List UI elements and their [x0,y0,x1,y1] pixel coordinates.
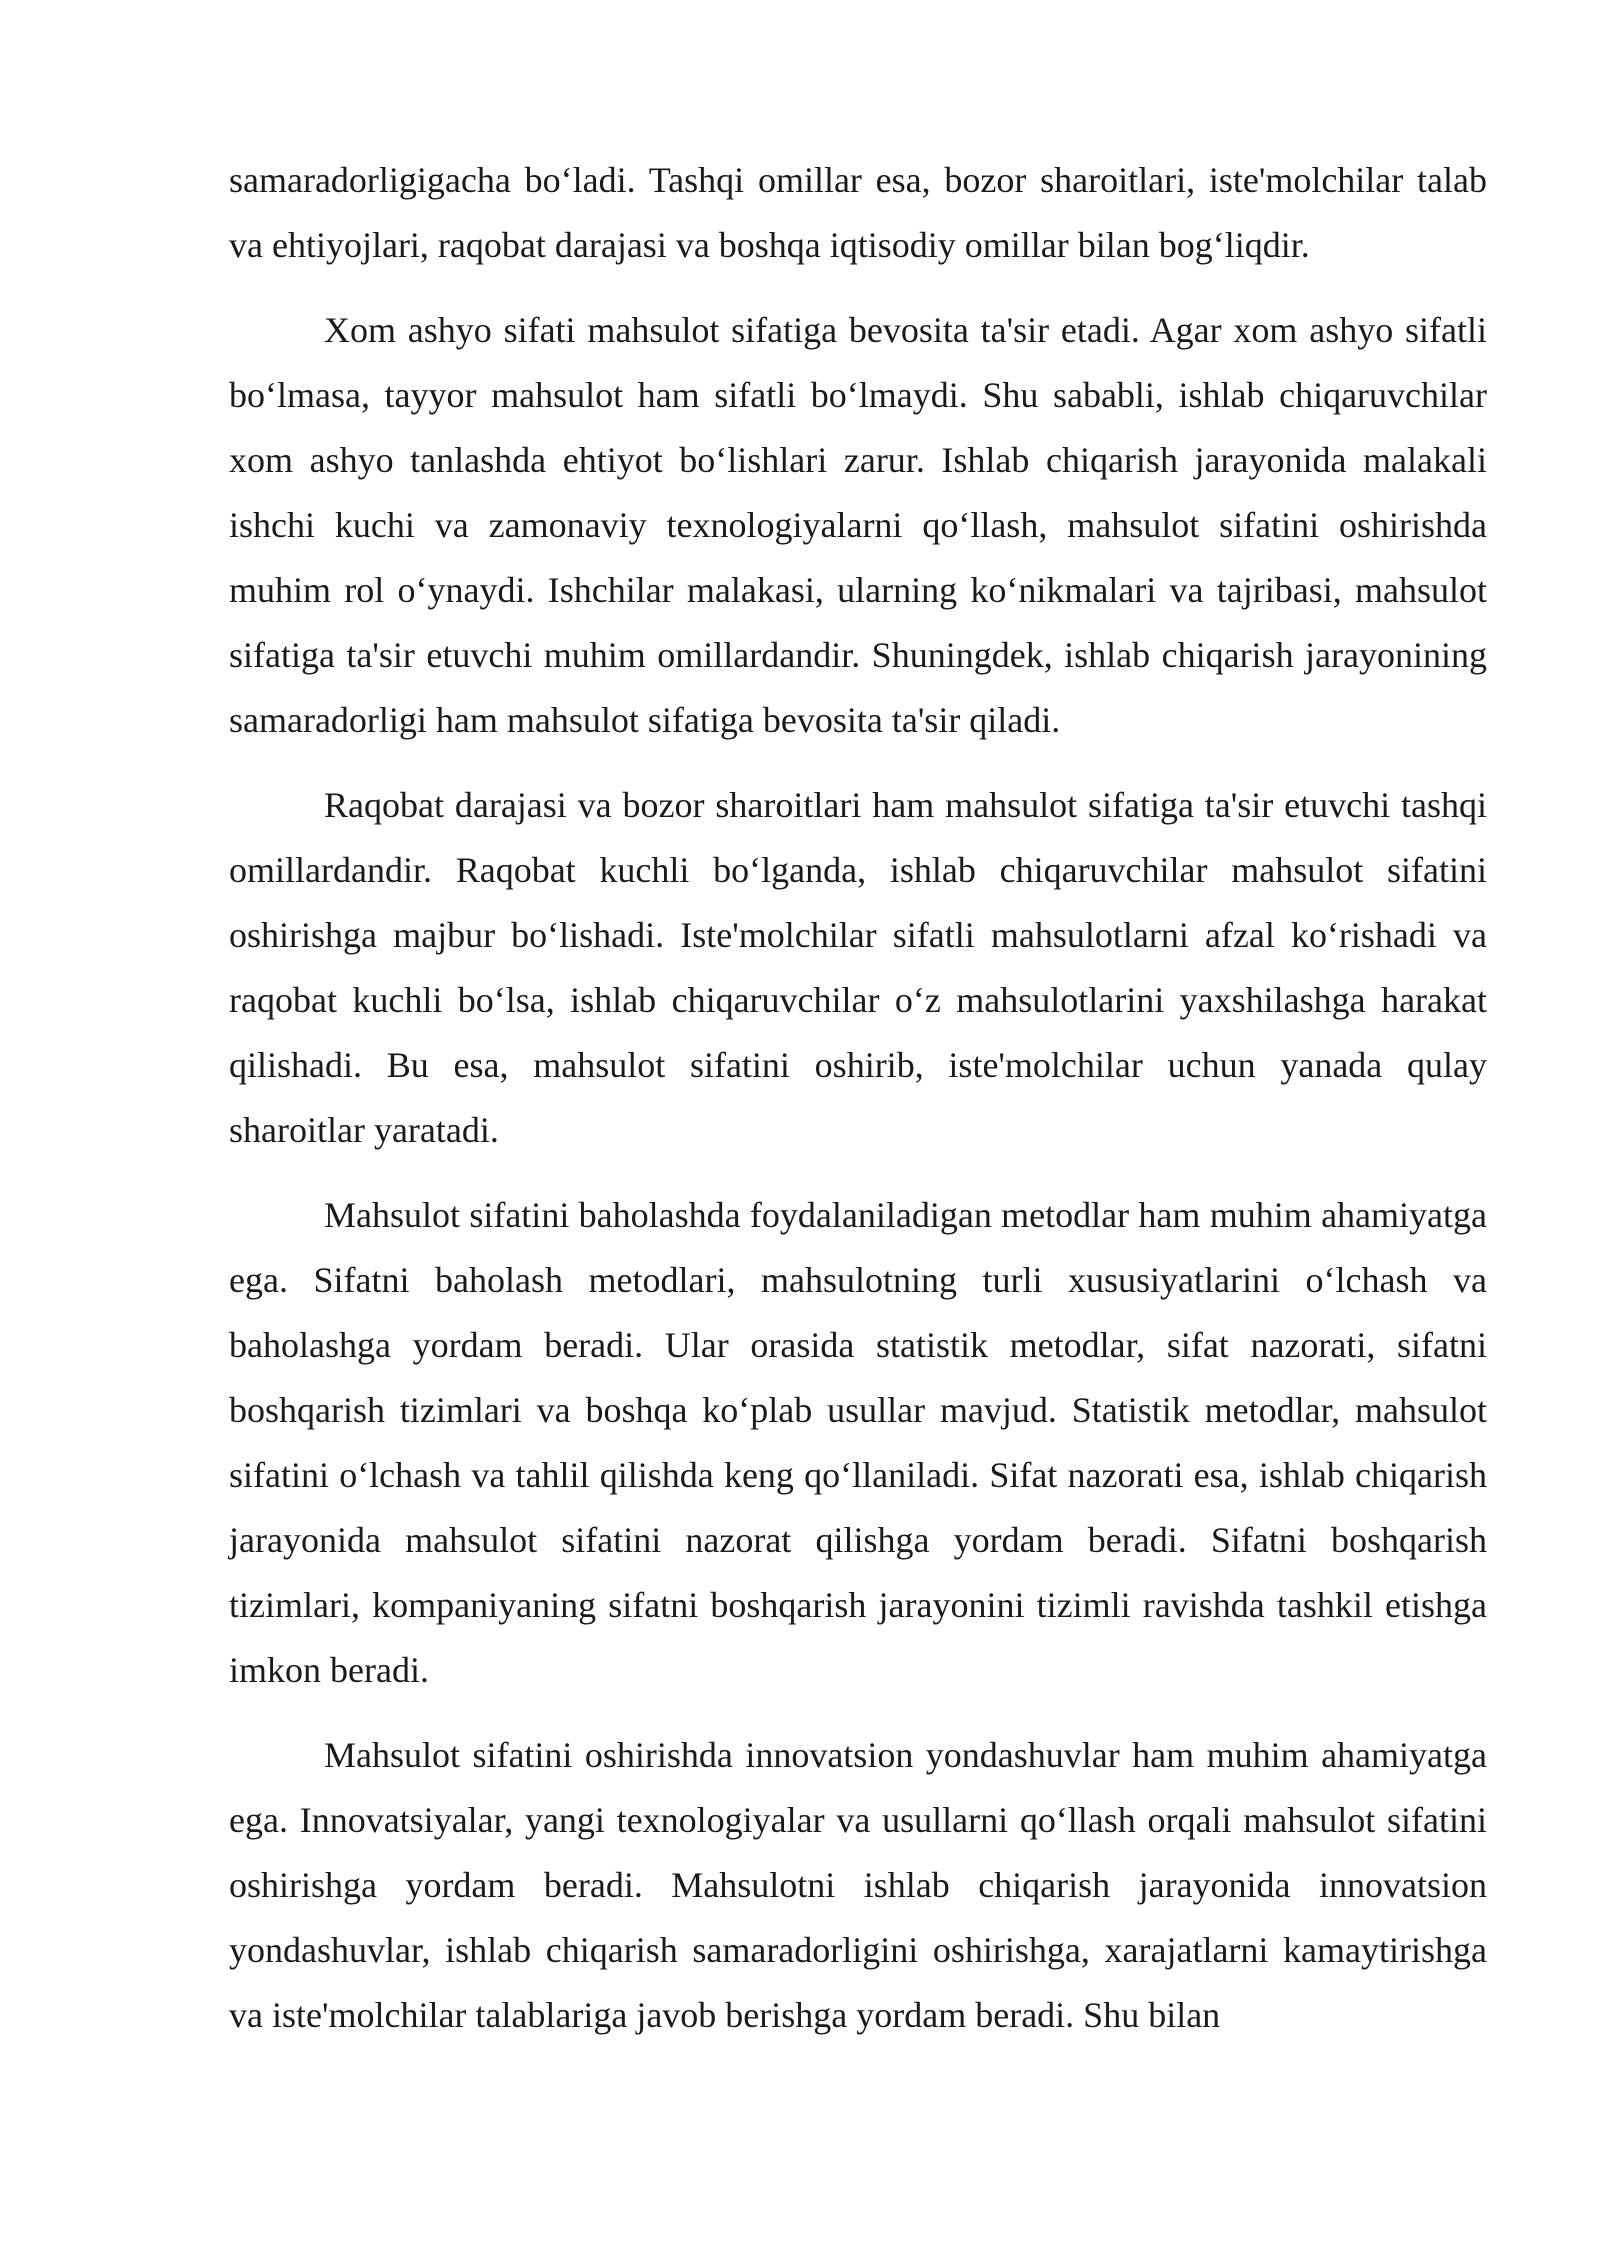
paragraph-raw-material-quality: Xom ashyo sifati mahsulot sifatiga bevosita ta'sir etadi. Agar xom ashyo sifatli bo‘lmasa, tayyor mahsulot ham sifatli bo‘lmaydi. Shu sababli, ishlab chiqaruvchilar xom ashyo tanlashda ehtiyot bo‘lishlari zarur. Ishlab chiqarish jarayonida malakali ishchi kuchi va zamonaviy texnologiyalarni qo‘llash, mahsulot sifatini oshirishda muhim rol o‘ynaydi. Ishchilar malakasi, ularning ko‘nikmalari va tajribasi, mahsulot sifatiga ta'sir etuvchi muhim omillardandir. Shuningdek, ishlab chiqarish jarayonining samaradorligi ham mahsulot sifatiga bevosita ta'sir qiladi. [229,310,1487,740]
paragraph-quality-assessment-methods: Mahsulot sifatini baholashda foydalaniladigan metodlar ham muhim ahamiyatga ega. Sifatni baholash metodlari, mahsulotning turli xususiyatlarini o‘lchash va baholashga yordam beradi. Ular orasida statistik metodlar, sifat nazorati, sifatni boshqarish tizimlari va boshqa ko‘plab usullar mavjud. Statistik metodlar, mahsulot sifatini o‘lchash va tahlil qilishda keng qo‘llaniladi. Sifat nazorati esa, ishlab chiqarish jarayonida mahsulot sifatini nazorat qilishga yordam beradi. Sifatni boshqarish tizimlari, kompaniyaning sifatni boshqarish jarayonini tizimli ravishda tashkil etishga imkon beradi. [229,1195,1487,1690]
document-body [229,148,1487,2068]
paragraph-continuation: samaradorligigacha bo‘ladi. Tashqi omillar esa, bozor sharoitlari, iste'molchilar talab va ehtiyojlari, raqobat darajasi va boshqa iqtisodiy omillar bilan bog‘liqdir. [229,160,1487,265]
paragraph-competition-market: Raqobat darajasi va bozor sharoitlari ham mahsulot sifatiga ta'sir etuvchi tashqi omillardandir. Raqobat kuchli bo‘lganda, ishlab chiqaruvchilar mahsulot sifatini oshirishga majbur bo‘lishadi. Iste'molchilar sifatli mahsulotlarni afzal ko‘rishadi va raqobat kuchli bo‘lsa, ishlab chiqaruvchilar o‘z mahsulotlarini yaxshilashga harakat qilishadi. Bu esa, mahsulot sifatini oshirib, iste'molchilar uchun yanada qulay sharoitlar yaratadi. [229,785,1487,1150]
paragraph-innovative-approaches: Mahsulot sifatini oshirishda innovatsion yondashuvlar ham muhim ahamiyatga ega. Innovatsiyalar, yangi texnologiyalar va usullarni qo‘llash orqali mahsulot sifatini oshirishga yordam beradi. Mahsulotni ishlab chiqarish jarayonida innovatsion yondashuvlar, ishlab chiqarish samaradorligini oshirishga, xarajatlarni kamaytirishga va iste'molchilar talablariga javob berishga yordam beradi. Shu bilan [229,1735,1487,2035]
